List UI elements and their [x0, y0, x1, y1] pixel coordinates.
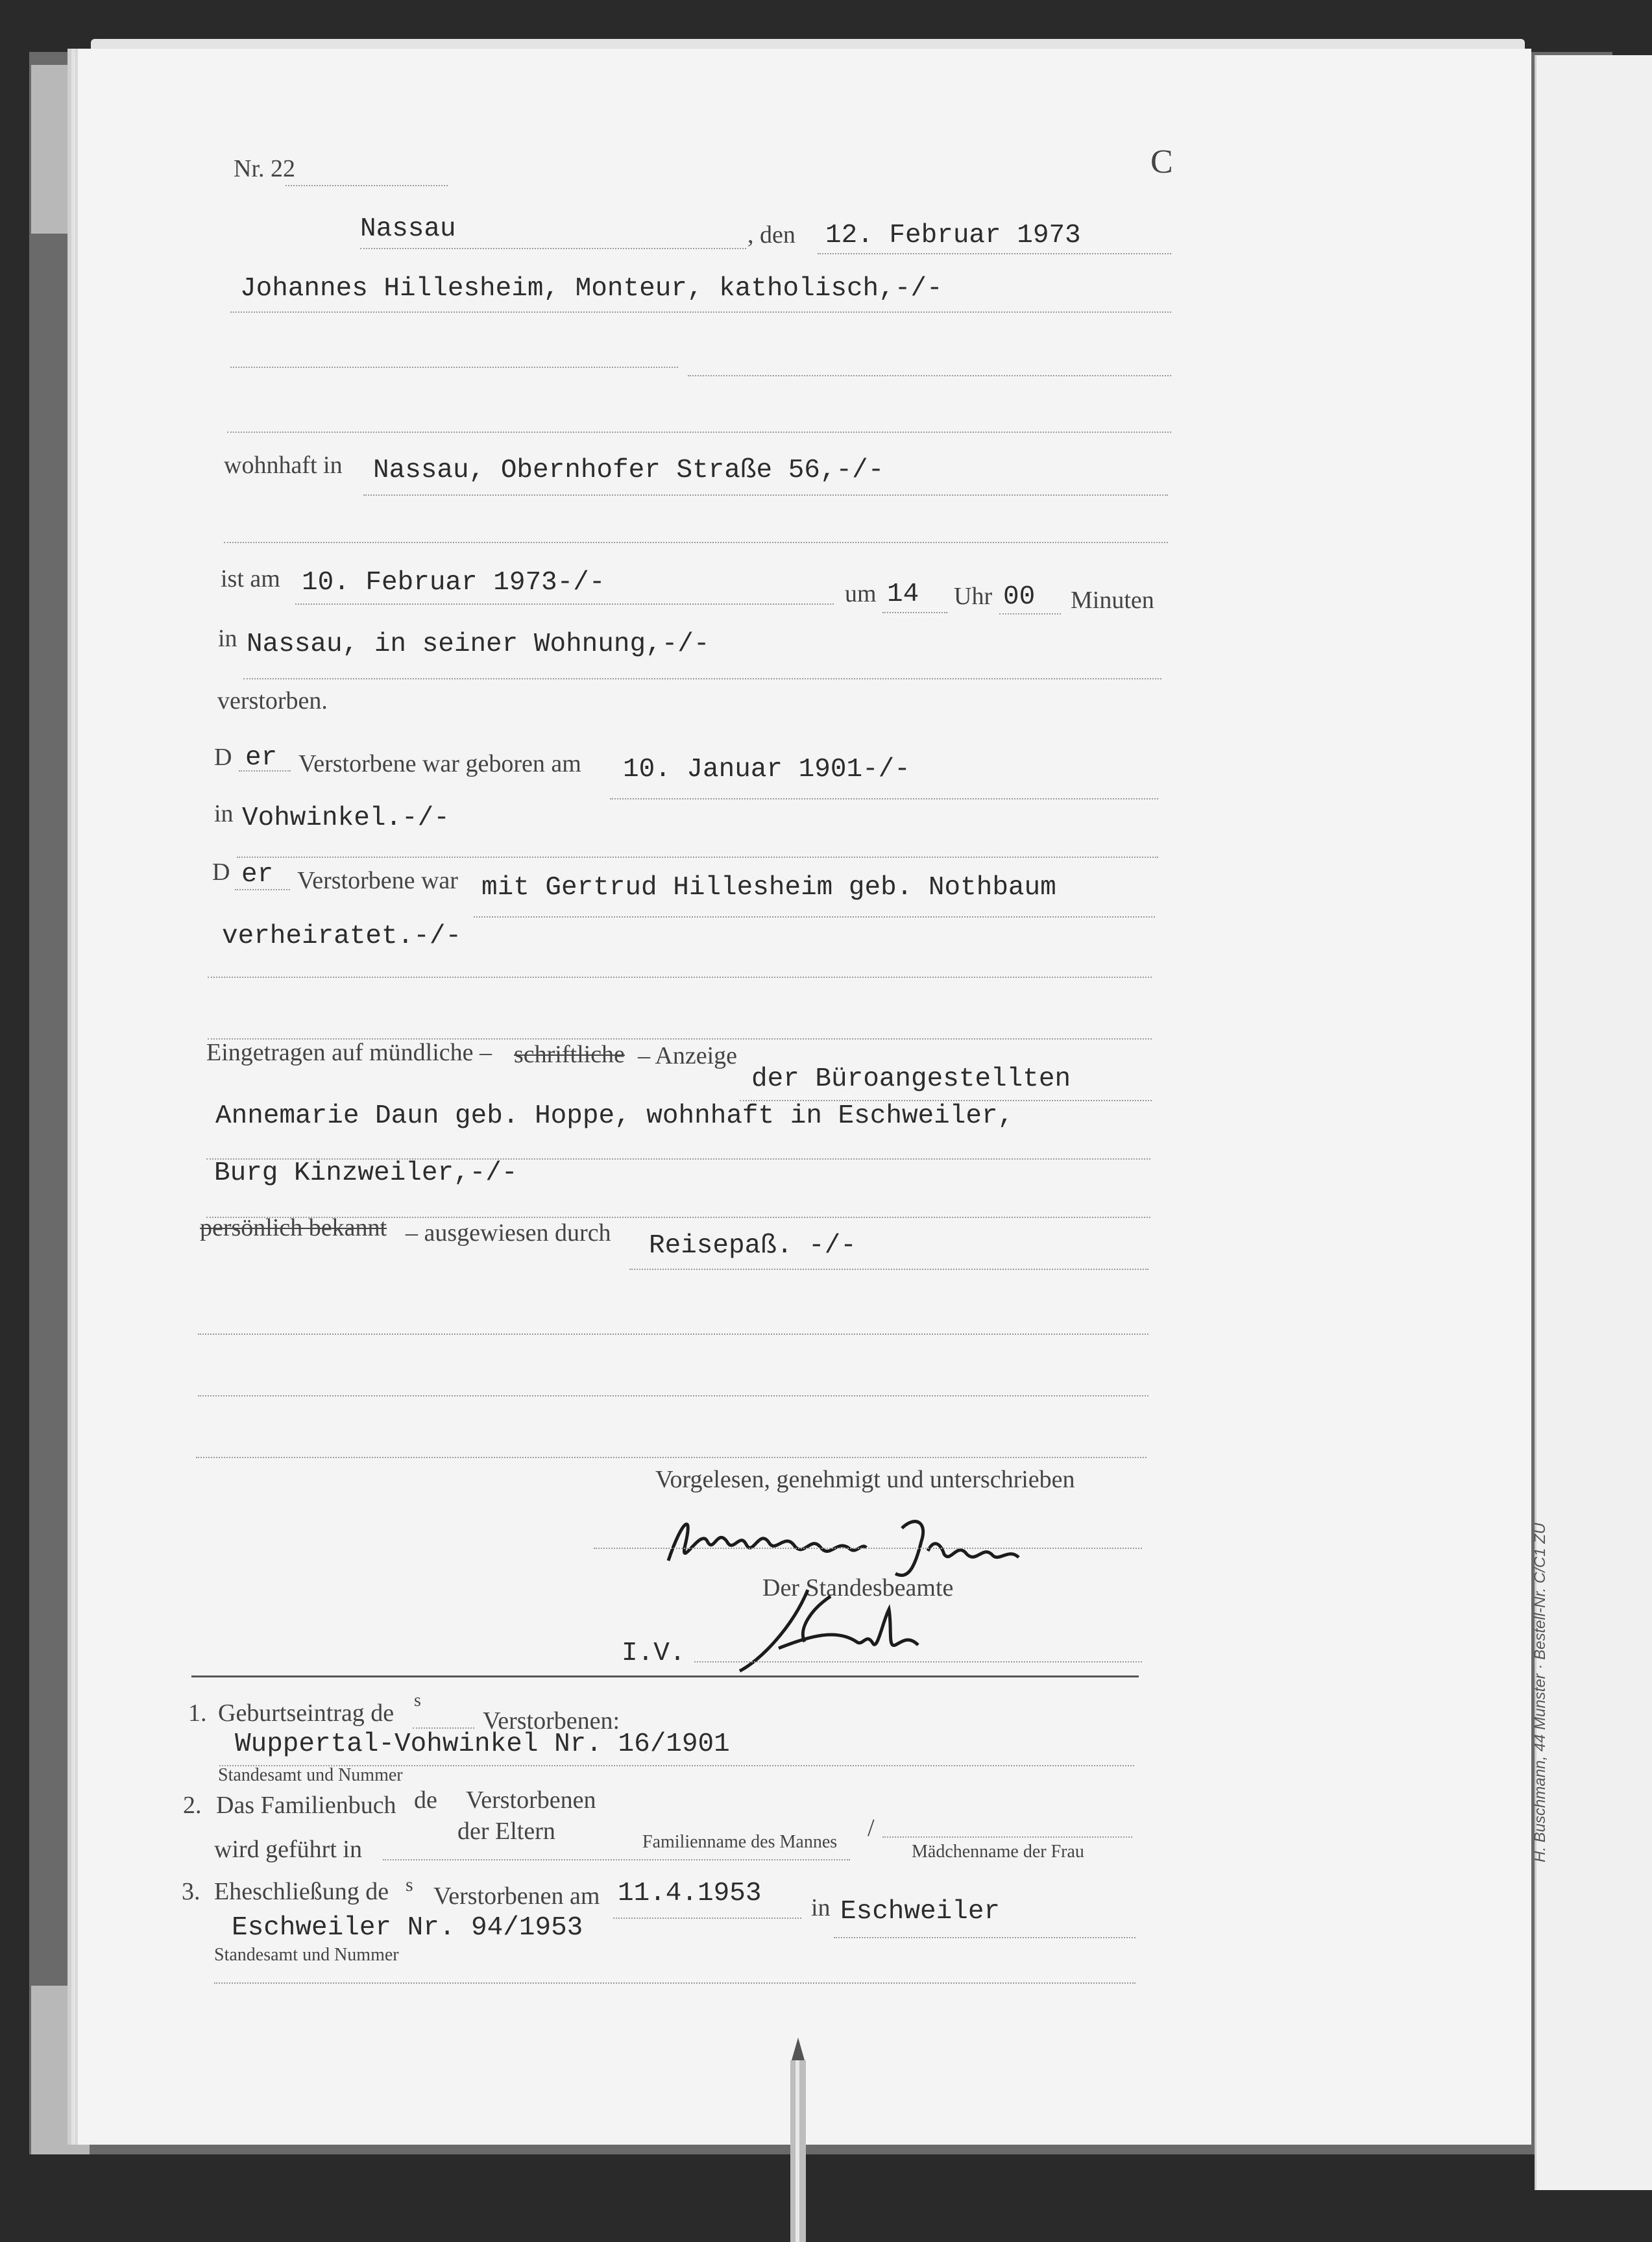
residence-label: wohnhaft in — [224, 452, 343, 479]
register-page — [78, 49, 1531, 2145]
note-2-label: Das Familienbuch — [216, 1792, 396, 1819]
note-2-de: de — [414, 1786, 437, 1814]
report-label-a: Eingetragen auf mündliche – — [206, 1039, 492, 1066]
note-2-mann: Familienname des Mannes — [642, 1832, 838, 1852]
marital-status: verheiratet.-/- — [222, 921, 462, 951]
note-1-label-2: Verstorbenen: — [483, 1707, 620, 1735]
death-place-label: in — [218, 625, 237, 652]
blank-line-1 — [230, 367, 678, 368]
blank-line-3 — [224, 542, 1168, 543]
report-line-3: Burg Kinzweiler,-/- — [214, 1158, 518, 1188]
uhr-label: Uhr — [954, 583, 993, 610]
report-label-b: – Anzeige — [638, 1042, 738, 1069]
birth-d: D — [214, 744, 232, 771]
birth-label: Verstorbene war geboren am — [298, 750, 581, 777]
death-minutes: 00 — [1003, 582, 1036, 612]
note-1-sup-line — [413, 1727, 474, 1729]
report-line-1: der Büroangestellten — [751, 1064, 1071, 1094]
note-2-number: 2. — [183, 1792, 202, 1819]
note-3-sup: s — [406, 1874, 413, 1895]
note-3-sub: Standesamt und Nummer — [214, 1945, 399, 1965]
entry-number: Nr. 22 — [234, 155, 295, 182]
id-document: Reisepaß. -/- — [649, 1231, 856, 1261]
spouse-line — [474, 916, 1155, 918]
death-place-line — [243, 678, 1161, 679]
note-1-sup: s — [414, 1690, 421, 1711]
note-2-line-a — [383, 1859, 850, 1860]
blank-line-5 — [198, 1334, 1148, 1335]
note-3-label: Eheschließung de — [214, 1878, 389, 1905]
note-3-place: Eschweiler — [840, 1897, 1001, 1927]
place-line — [360, 248, 746, 249]
place: Nassau — [360, 214, 456, 244]
notes-divider — [191, 1675, 1139, 1677]
note-3-value: Eschweiler Nr. 94/1953 — [232, 1913, 583, 1943]
birth-in-label: in — [214, 800, 234, 827]
report-line-2: Annemarie Daun geb. Hoppe, wohnhaft in Eschweiler, — [215, 1101, 1014, 1131]
note-3-value-line — [214, 1982, 1136, 1984]
registrar-signature — [733, 1583, 941, 1687]
blank-line-2 — [227, 432, 1171, 433]
hour-line — [882, 612, 947, 613]
birth-date-line — [610, 798, 1158, 799]
iv-label: I.V. — [622, 1639, 686, 1668]
blank-line-1b — [688, 375, 1171, 376]
registrar-label: Der Standesbeamte — [762, 1574, 954, 1602]
marriage-er-line — [235, 889, 290, 890]
witness-sig-line — [594, 1548, 1142, 1549]
date-separator: , den — [747, 221, 796, 249]
note-2-verstorbenen: Verstorbenen — [466, 1786, 596, 1814]
note-2-eltern: der Eltern — [457, 1818, 555, 1845]
birth-place: Vohwinkel.-/- — [242, 803, 450, 833]
pen — [759, 2034, 837, 2242]
note-1-sub: Standesamt und Nummer — [218, 1765, 403, 1785]
death-hour: 14 — [887, 579, 919, 609]
note-1-value: Wuppertal-Vohwinkel Nr. 16/1901 — [235, 1729, 730, 1759]
verstorben-label: verstorben. — [217, 687, 328, 714]
printer-imprint: H. Buschmann, 44 Munster · Bestell-Nr. C/C1 ZU — [1531, 1522, 1549, 1862]
blank-line-7 — [196, 1457, 1147, 1458]
minuten-label: Minuten — [1071, 587, 1154, 614]
birth-date: 10. Januar 1901-/- — [623, 755, 910, 785]
marriage-d: D — [212, 859, 230, 886]
residence-line — [363, 494, 1168, 496]
birth-er-line — [239, 770, 291, 772]
note-3-date: 11.4.1953 — [618, 1879, 762, 1908]
id-strike: persönlich bekannt — [200, 1214, 387, 1241]
person-name: Johannes Hillesheim, Monteur, katholisch,-/- — [240, 274, 943, 304]
note-2-slash: / — [868, 1814, 875, 1842]
note-3-number: 3. — [182, 1878, 200, 1905]
spouse: mit Gertrud Hillesheim geb. Nothbaum — [481, 873, 1056, 903]
note-1-label: Geburtseintrag de — [218, 1700, 395, 1727]
note-3-date-line — [613, 1918, 801, 1919]
blank-line-6 — [198, 1395, 1148, 1396]
note-3-in: in — [811, 1894, 831, 1921]
note-3-label-2: Verstorbenen am — [433, 1883, 600, 1910]
note-2-frau: Mädchenname der Frau — [912, 1842, 1084, 1862]
registrar-sig-line — [694, 1661, 1142, 1663]
nr-line — [285, 185, 448, 186]
residence: Nassau, Obernhofer Straße 56,-/- — [373, 456, 884, 485]
date-line — [818, 253, 1171, 254]
birth-er: er — [245, 743, 278, 773]
report-label-strike: schriftliche — [514, 1041, 625, 1068]
death-date: 10. Februar 1973-/- — [302, 568, 605, 598]
death-date-label: ist am — [221, 565, 280, 592]
facing-page — [1535, 55, 1652, 2190]
id-line — [629, 1269, 1148, 1270]
note-3-place-line — [834, 1937, 1136, 1938]
note-1-number: 1. — [188, 1700, 207, 1727]
marriage-label: Verstorbene war — [297, 867, 458, 894]
form-letter: C — [1150, 143, 1173, 180]
minutes-line — [999, 613, 1061, 615]
um-label: um — [845, 580, 877, 607]
status-line — [208, 977, 1152, 978]
read-approved-label: Vorgelesen, genehmigt und unterschrieben — [655, 1466, 1075, 1493]
note-2-wird: wird geführt in — [214, 1836, 362, 1863]
birth-place-line — [237, 857, 1158, 858]
note-2-line-b — [882, 1836, 1132, 1838]
id-label: – ausgewiesen durch — [406, 1219, 611, 1247]
name-line — [230, 311, 1171, 313]
marriage-er: er — [241, 860, 274, 890]
death-place: Nassau, in seiner Wohnung,-/- — [247, 629, 710, 659]
document-date: 12. Februar 1973 — [825, 221, 1081, 250]
death-date-line — [295, 603, 834, 605]
